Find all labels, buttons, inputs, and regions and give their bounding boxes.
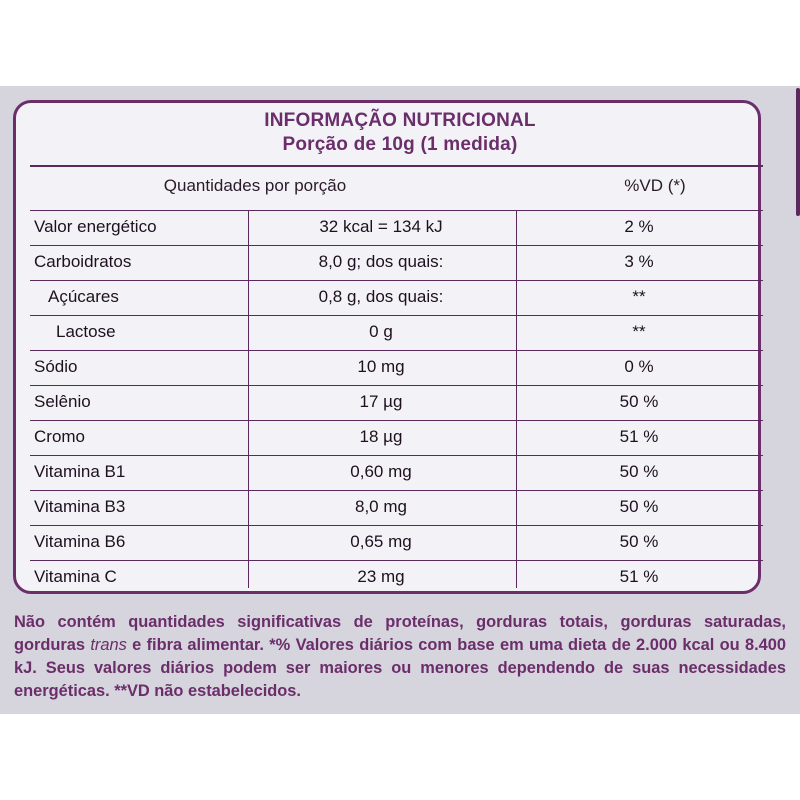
column-divider-1 (248, 210, 249, 588)
nutrient-name: Lactose (56, 322, 116, 341)
nutrient-name: Sódio (34, 357, 78, 376)
nutrient-dv: 0 % (624, 357, 654, 376)
nutrient-dv: 50 % (619, 392, 659, 411)
table-row (30, 385, 763, 420)
nutrient-dv: 51 % (619, 567, 659, 586)
column-divider-2 (516, 210, 517, 588)
nutrient-amount: 23 mg (357, 567, 405, 586)
table-row (30, 350, 763, 385)
nutrient-dv: ** (632, 322, 646, 341)
nutrient-name: Carboidratos (34, 252, 132, 271)
nutrient-name: Vitamina B6 (34, 532, 126, 551)
table-row (30, 280, 763, 315)
nutrient-amount: 17 µg (359, 392, 403, 411)
nutrient-name: Vitamina C (34, 567, 117, 586)
nutrient-amount: 18 µg (359, 427, 403, 446)
portion-subtitle: Porção de 10g (1 medida) (282, 134, 518, 155)
nutrient-amount: 8,0 mg (355, 497, 407, 516)
footnote-part2: e fibra alimentar. *% Valores diários com base em uma dieta de 2.000 kcal ou 8.400 kJ. Seus valores diários podem ser maiores ou menores dependendo de suas necessidades energéticas. **VD não estabelecidos. (14, 636, 786, 700)
table-row (30, 245, 763, 280)
table-row (30, 420, 763, 455)
nutrient-name: Selênio (34, 392, 91, 411)
nutrient-amount: 10 mg (357, 357, 405, 376)
nutrient-name: Açúcares (48, 287, 119, 306)
nutrient-dv: ** (632, 287, 646, 306)
table-row (30, 525, 763, 560)
nutrient-dv: 50 % (619, 532, 659, 551)
nutrient-name: Valor energético (34, 217, 157, 236)
nutrient-amount: 0 g (369, 322, 393, 341)
panel-title: INFORMAÇÃO NUTRICIONAL (264, 110, 536, 131)
table-row (30, 490, 763, 525)
footnote-italic: trans (90, 636, 127, 654)
nutrient-name: Vitamina B1 (34, 462, 126, 481)
quantities-header: Quantidades por porção (163, 176, 347, 195)
nutrient-dv: 3 % (624, 252, 654, 271)
table-row (30, 315, 763, 350)
table-row (30, 455, 763, 490)
nutrient-amount: 0,8 g, dos quais: (318, 287, 444, 306)
nutrient-dv: 2 % (624, 217, 654, 236)
dv-header: %VD (*) (624, 176, 686, 195)
nutrient-dv: 50 % (619, 497, 659, 516)
footnote-part1: Não contém quantidades significativas de proteínas, gorduras totais, gorduras saturadas, gorduras (14, 613, 786, 654)
nutrient-amount: 8,0 g; dos quais: (318, 252, 444, 271)
nutrient-amount: 32 kcal = 134 kJ (319, 217, 443, 236)
nutrient-amount: 0,65 mg (350, 532, 412, 551)
nutrient-dv: 50 % (619, 462, 659, 481)
footnote (14, 611, 786, 703)
header-rule (30, 165, 763, 167)
nutrient-dv: 51 % (619, 427, 659, 446)
nutrient-name: Cromo (34, 427, 86, 446)
table-row (30, 210, 763, 245)
table-row (30, 560, 763, 595)
nutrient-name: Vitamina B3 (34, 497, 126, 516)
nutrient-amount: 0,60 mg (350, 462, 412, 481)
